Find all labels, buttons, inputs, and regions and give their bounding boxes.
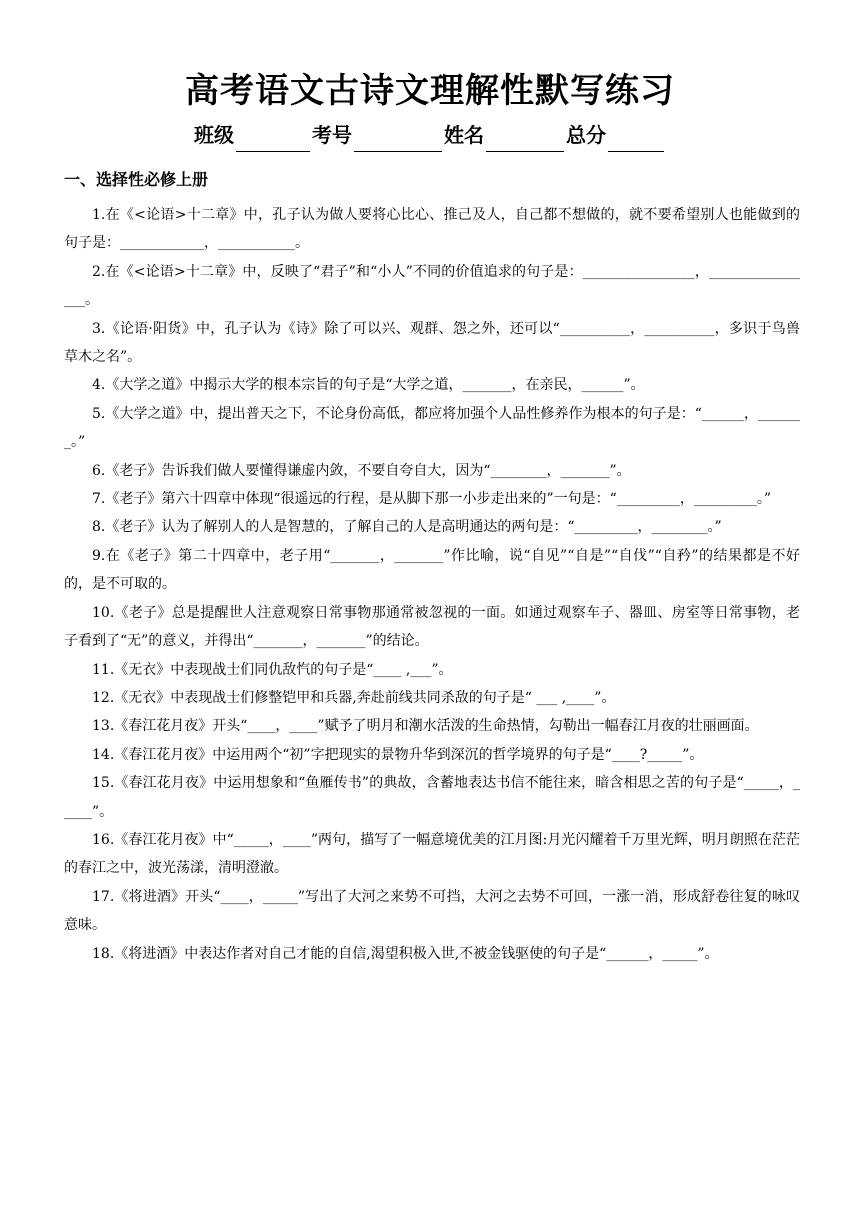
question-item: 3.《论语·阳货》中，孔子认为《诗》除了可以兴、观群、怨之外，还可以“__________，__________，多识于鸟兽草木之名”。 [64, 320, 800, 366]
name-label: 姓名 [444, 123, 484, 147]
question-item: 9.在《老子》第二十四章中，老子用“_______，_______”作比喻，说“自见”“自是”“自伐”“自矜”的结果都是不好的，是不可取的。 [64, 547, 800, 593]
question-item: 5.《大学之道》中，提出普天之下，不论身份高低，都应将加强个人品性修养作为根本的句子是：“______，_______。” [64, 405, 800, 451]
total-score-blank [608, 127, 664, 152]
class-label: 班级 [194, 123, 234, 147]
question-item: 7.《老子》第六十四章中体现“很遥远的行程，是从脚下那一小步走出来的”一句是：“_________，_________。” [92, 491, 771, 508]
question-item: 6.《老子》告诉我们做人要懂得谦虚内敛，不要自夸自大，因为“________，_______”。 [92, 462, 631, 479]
total-score-label: 总分 [566, 123, 606, 147]
question-item: 11.《无衣》中表现战士们同仇敌忾的句子是“____ ,___”。 [92, 661, 453, 678]
question-item: 8.《老子》认为了解别人的人是智慧的，了解自己的人是高明通达的两句是：“_________，________。” [92, 519, 722, 536]
exam-id-blank [354, 127, 442, 152]
question-item: 10.《老子》总是提醒世人注意观察日常事物那通常被忽视的一面。如通过观察车子、器皿、房室等日常事物，老子看到了“无”的意义，并得出“_______，_______”的结论。 [64, 604, 800, 650]
question-item: 2.在《<论语>十二章》中，反映了“君子”和“小人”不同的价值追求的句子是：________________，________________。 [64, 263, 800, 309]
question-item: 4.《大学之道》中揭示大学的根本宗旨的句子是“大学之道，_______，在亲民，______”。 [92, 377, 645, 394]
question-item: 1.在《<论语>十二章》中，孔子认为做人要将心比心、推己及人，自己都不想做的，就不要希望别人也能做到的句子是：____________，___________。 [64, 207, 800, 252]
question-item: 18.《将进酒》中表达作者对自己才能的自信,渴望积极入世,不被金钱驱使的句子是“______，_____”。 [92, 945, 719, 962]
question-list [64, 201, 800, 968]
question-item: 13.《春江花月夜》开头“____，____”赋予了明月和潮水活泼的生命热情，勾勒出一幅春江月夜的壮丽画面。 [92, 718, 759, 735]
question-item: 15.《春江花月夜》中运用想象和“鱼雁传书”的典故，含蓄地表达书信不能往来，暗含相思之苦的句子是“_____，_____”。 [64, 775, 800, 820]
name-blank [486, 127, 564, 152]
question-item: 14.《春江花月夜》中运用两个“初”字把现实的景物升华到深沉的哲学境界的句子是“____?_____”。 [92, 746, 704, 763]
question-item: 17.《将进酒》开头“____，_____”写出了大河之来势不可挡，大河之去势不可回，一涨一消，形成舒卷往复的咏叹意味。 [64, 888, 800, 934]
section-heading: 一、选择性必修上册 [64, 170, 209, 189]
student-info-line [0, 118, 860, 152]
exam-id-label: 考号 [312, 123, 352, 147]
question-item: 16.《春江花月夜》中“_____，____”两句，描写了一幅意境优美的江月图:月光闪耀着千万里光辉，明月朗照在茫茫的春江之中，波光荡漾，清明澄澈。 [64, 831, 800, 877]
worksheet-title: 高考语文古诗文理解性默写练习 [185, 71, 675, 111]
class-blank [236, 127, 310, 152]
question-item: 12.《无衣》中表现战士们修整铠甲和兵器,奔赴前线共同杀敌的句子是“ ___ ,____”。 [92, 689, 616, 706]
